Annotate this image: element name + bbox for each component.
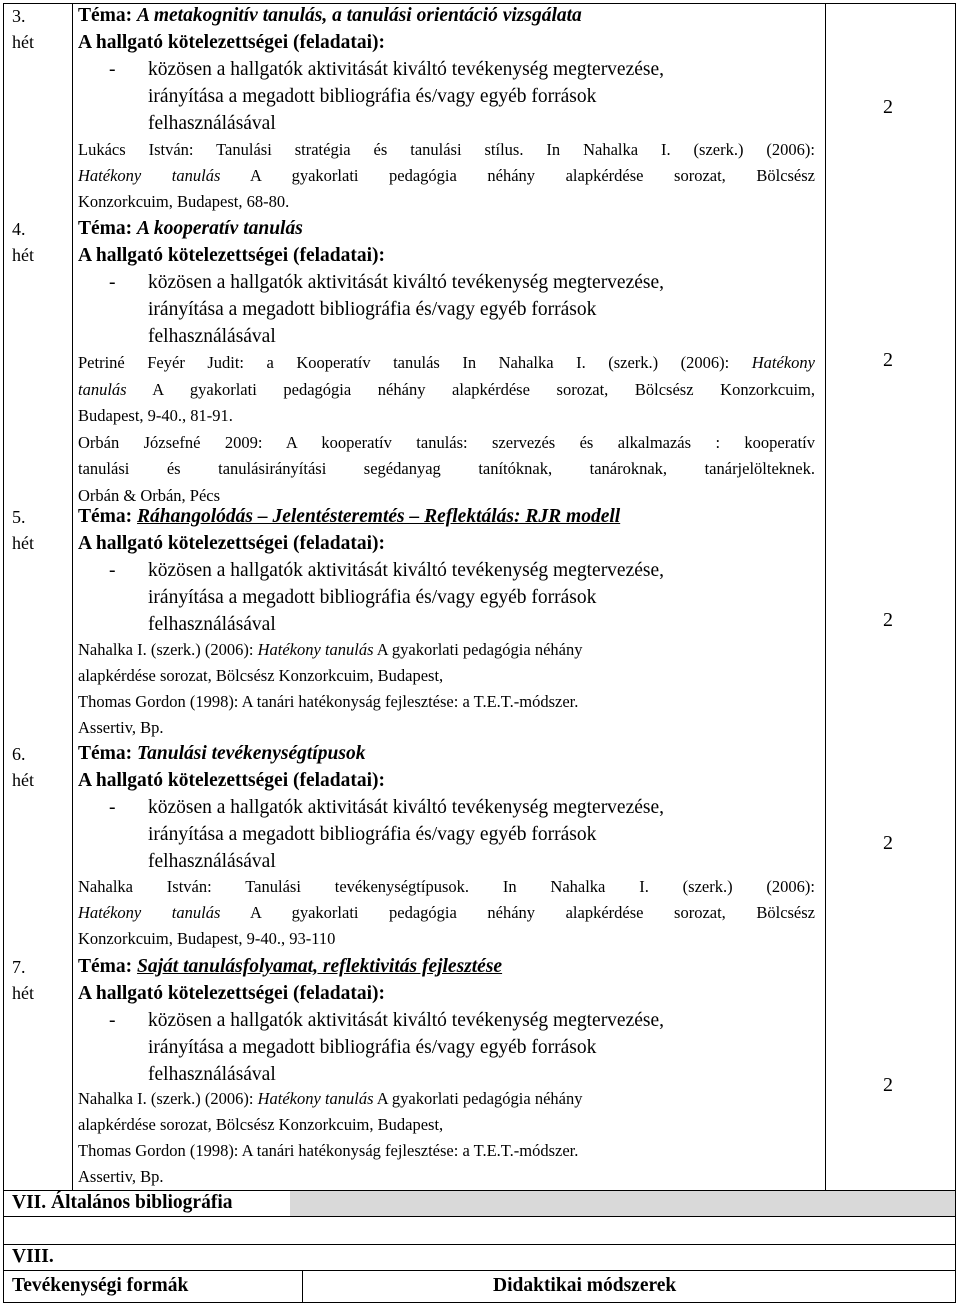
topic-text: Tanulási tevékenységtípusok (137, 743, 366, 764)
reference-text: A gyakorlati pedagógia néhány alapkérdése sorozat, Bölcsész Konzorkcuim, (152, 379, 816, 399)
week-number: 7. (12, 957, 26, 977)
week-column-divider (72, 3, 73, 1191)
reference-italic-title: tanulás (78, 379, 127, 399)
row-divider-section8-mid (3, 1270, 956, 1271)
section8-col-didactic-methods: Didaktikai módszerek (493, 1275, 677, 1296)
task-line: irányítása a megadott bibliográfia és/vagy egyéb források (148, 86, 597, 107)
reference-text: Konzorkcuim, Budapest, 9-40., 93-110 (78, 929, 336, 948)
reference-text: Nahalka I. (szerk.) (2006): (78, 640, 254, 659)
task-line: irányítása a megadott bibliográfia és/vagy egyéb források (148, 1037, 597, 1058)
reference-line (78, 903, 815, 923)
reference-text: Thomas Gordon (1998): A tanári hatékonyság fejlesztése: a T.E.T.-módszer. (78, 692, 579, 711)
task-line: irányítása a megadott bibliográfia és/vagy egyéb források (148, 587, 597, 608)
topic-text: A metakognitív tanulás, a tanulási orientáció vizsgálata (137, 5, 582, 26)
reference-text: Thomas Gordon (1998): A tanári hatékonyság fejlesztése: a T.E.T.-módszer. (78, 1141, 579, 1160)
task-bullet-dash: - (109, 560, 116, 581)
task-line: közösen a hallgatók aktivitását kiváltó tevékenység megtervezése, (148, 272, 665, 293)
task-line: közösen a hallgatók aktivitását kiváltó tevékenység megtervezése, (148, 797, 665, 818)
week-label: hét (12, 770, 34, 790)
reference-line (78, 1141, 578, 1161)
credit-value: 2 (883, 832, 893, 854)
week-number: 4. (12, 219, 26, 239)
reference-text: A gyakorlati pedagógia néhány (376, 640, 583, 659)
topic-prefix: Téma: (78, 956, 133, 977)
task-line: felhasználásával (148, 1064, 276, 1085)
table-border-left (3, 3, 4, 1302)
task-bullet-dash: - (109, 59, 116, 80)
table-border-top (3, 3, 956, 4)
section7-title: VII. Általános bibliográfia (12, 1192, 233, 1213)
reference-line (78, 1167, 164, 1187)
topic-title (78, 506, 620, 528)
reference-line (78, 140, 815, 160)
reference-line (78, 1115, 443, 1135)
reference-text: Budapest, 9-40., 81-91. (78, 406, 233, 425)
task-line: irányítása a megadott bibliográfia és/vagy egyéb források (148, 299, 597, 320)
week-number: 3. (12, 6, 26, 26)
task-line: felhasználásával (148, 113, 276, 134)
credit-value: 2 (883, 349, 893, 371)
week-label: hét (12, 245, 34, 265)
task-line: felhasználásával (148, 614, 276, 635)
week-label: hét (12, 533, 34, 553)
reference-text: Lukács István: Tanulási stratégia és tanulási stílus. In Nahalka I. (szerk.) (2006): (78, 140, 815, 159)
table-border-right (955, 3, 956, 1302)
reference-text: Konzorkcuim, Budapest, 68-80. (78, 192, 290, 211)
reference-line (78, 666, 443, 686)
task-line: irányítása a megadott bibliográfia és/vagy egyéb források (148, 824, 597, 845)
task-line: közösen a hallgatók aktivitását kiváltó tevékenység megtervezése, (148, 59, 665, 80)
task-bullet-dash: - (109, 272, 116, 293)
reference-italic-title: Hatékony tanulás (78, 166, 221, 185)
task-line: felhasználásával (148, 326, 276, 347)
week-number: 6. (12, 744, 26, 764)
reference-line (78, 929, 335, 949)
topic-title (78, 5, 582, 27)
reference-line (78, 380, 815, 400)
topic-prefix: Téma: (78, 5, 133, 26)
week-number: 5. (12, 507, 26, 527)
bibliography-shade (290, 1191, 955, 1216)
tasks-heading: A hallgató kötelezettségei (feladatai): (78, 533, 386, 554)
reference-line (78, 718, 164, 738)
task-line: közösen a hallgatók aktivitását kiváltó tevékenység megtervezése, (148, 1010, 665, 1031)
credit-column-divider (825, 3, 826, 1191)
tasks-heading: A hallgató kötelezettségei (feladatai): (78, 983, 386, 1004)
week-label: hét (12, 983, 34, 1003)
topic-text: Saját tanulásfolyamat, reflektivitás fejlesztése (137, 956, 503, 977)
reference-italic-title: Hatékony tanulás (257, 640, 374, 659)
reference-line (78, 486, 220, 506)
week-label: hét (12, 32, 34, 52)
topic-title (78, 743, 365, 765)
reference-line (78, 406, 233, 426)
tasks-heading: A hallgató kötelezettségei (feladatai): (78, 770, 386, 791)
reference-line (78, 459, 815, 479)
credit-value: 2 (883, 609, 893, 631)
reference-line (78, 640, 582, 660)
topic-title (78, 218, 303, 240)
section8-col-activity-forms: Tevékenységi formák (12, 1275, 189, 1296)
reference-text: alapkérdése sorozat, Bölcsész Konzorkcuim, Budapest, (78, 666, 444, 685)
tasks-heading: A hallgató kötelezettségei (feladatai): (78, 32, 386, 53)
reference-text: A gyakorlati pedagógia néhány (376, 1089, 583, 1108)
reference-line (78, 1089, 582, 1109)
reference-line (78, 166, 815, 186)
credit-value: 2 (883, 96, 893, 118)
credit-value: 2 (883, 1074, 893, 1096)
reference-line (78, 353, 815, 373)
reference-text: A gyakorlati pedagógia néhány alapkérdése sorozat, Bölcsész (250, 166, 816, 185)
reference-text: Nahalka I. (szerk.) (2006): (78, 1089, 254, 1108)
topic-text: Ráhangolódás – Jelentésteremtés – Reflektálás: RJR modell (137, 506, 621, 527)
reference-text: Assertiv, Bp. (78, 718, 164, 737)
reference-text: Petriné Feyér Judit: a Kooperatív tanulás In Nahalka I. (szerk.) (2006): (78, 353, 730, 372)
reference-text: Nahalka István: Tanulási tevékenységtípusok. In Nahalka I. (szerk.) (2006): (78, 877, 815, 896)
table-border-bottom (3, 1302, 956, 1303)
topic-prefix: Téma: (78, 218, 133, 239)
reference-italic-title: Hatékony tanulás (257, 1089, 374, 1108)
reference-text: alapkérdése sorozat, Bölcsész Konzorkcuim, Budapest, (78, 1115, 444, 1134)
reference-text: Orbán & Orbán, Pécs (78, 485, 221, 505)
tasks-heading: A hallgató kötelezettségei (feladatai): (78, 245, 386, 266)
task-line: felhasználásával (148, 851, 276, 872)
reference-text: tanulási és tanulásirányítási segédanyag tanítóknak, tanároknak, tanárjelölteknek. (78, 459, 815, 478)
reference-line (78, 433, 815, 453)
section8-column-divider (302, 1270, 303, 1302)
topic-prefix: Téma: (78, 743, 133, 764)
topic-title (78, 956, 502, 978)
reference-text: Assertiv, Bp. (78, 1167, 164, 1186)
reference-text: Orbán Józsefné 2009: A kooperatív tanulás: szervezés és alkalmazás : kooperatív (78, 432, 815, 452)
topic-text: A kooperatív tanulás (137, 218, 303, 239)
reference-text: A gyakorlati pedagógia néhány alapkérdése sorozat, Bölcsész (250, 903, 816, 922)
reference-italic-title: Hatékony tanulás (78, 903, 221, 922)
task-bullet-dash: - (109, 1010, 116, 1031)
reference-line (78, 877, 815, 897)
section8-title: VIII. (12, 1246, 54, 1267)
row-divider-bibliography-bottom (3, 1216, 956, 1217)
reference-line (78, 692, 578, 712)
topic-prefix: Téma: (78, 506, 133, 527)
task-bullet-dash: - (109, 797, 116, 818)
reference-italic-title: Hatékony (751, 353, 815, 372)
row-divider-section8-top (3, 1244, 956, 1245)
task-line: közösen a hallgatók aktivitását kiváltó tevékenység megtervezése, (148, 560, 665, 581)
reference-line (78, 192, 289, 212)
